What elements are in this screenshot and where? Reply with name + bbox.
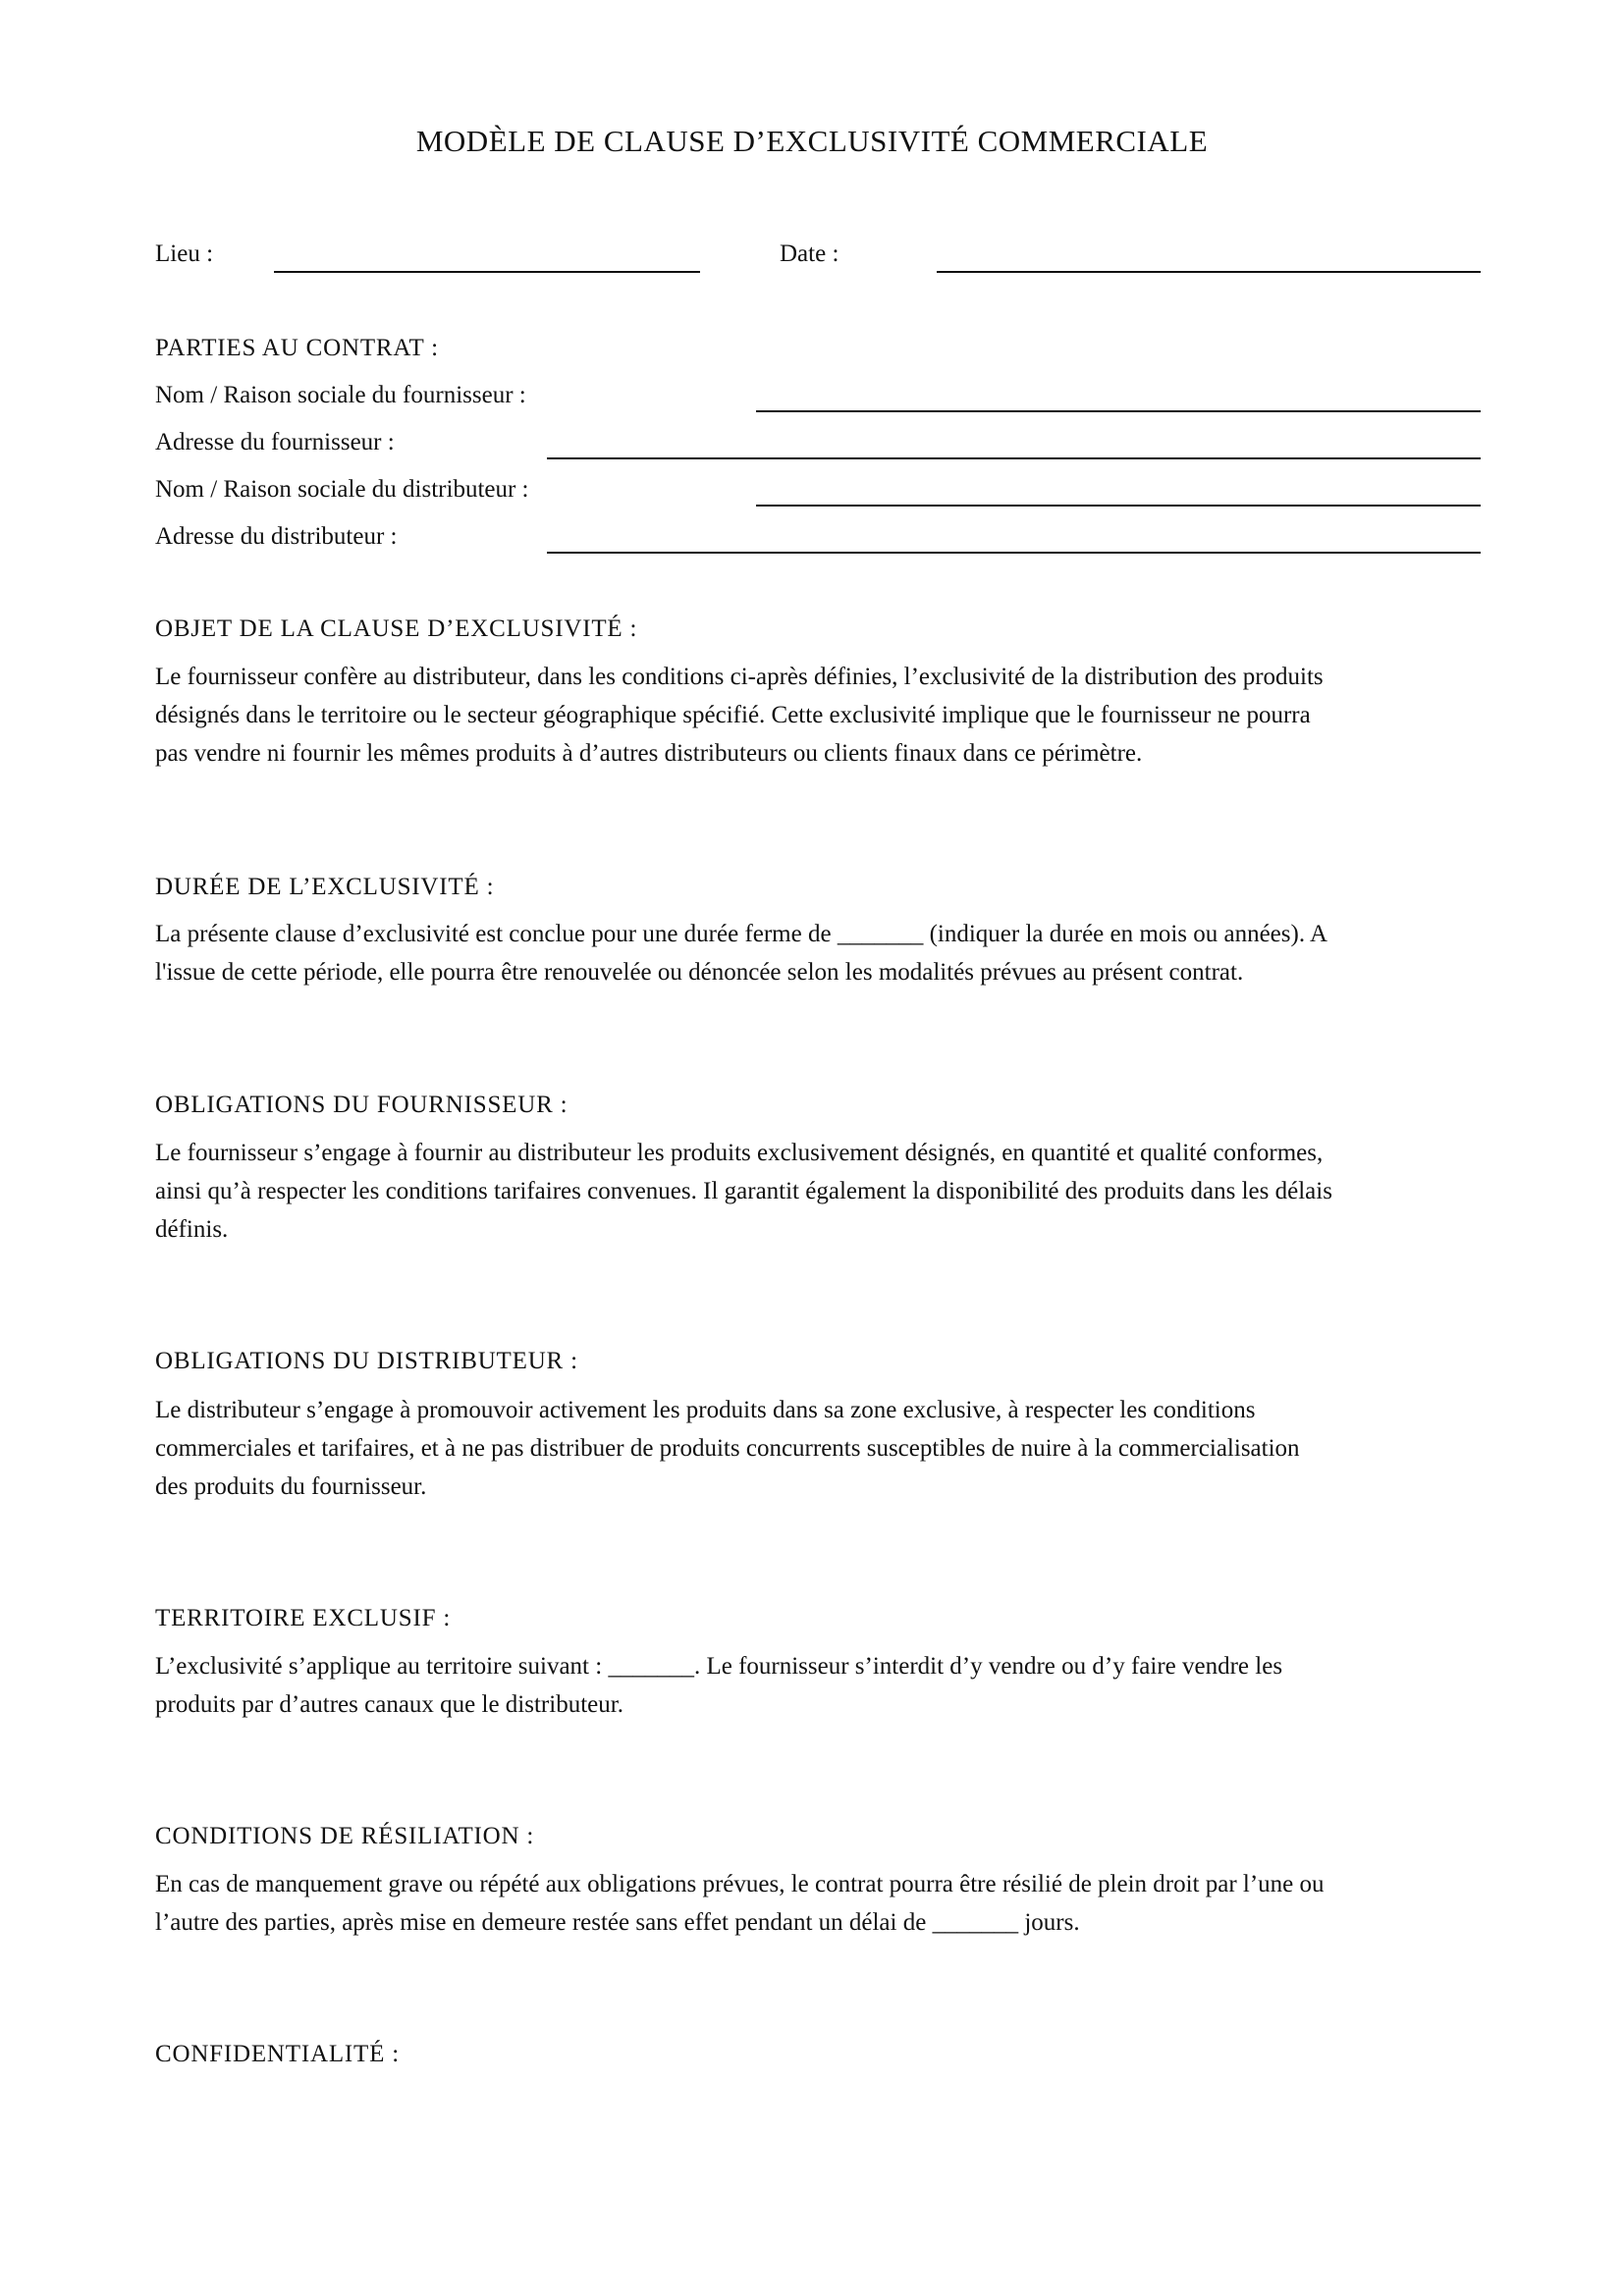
section-paragraph-resiliation xyxy=(155,1865,1486,1942)
paragraph-line: Le fournisseur confère au distributeur, dans les conditions ci-après définies, l’exclusivité de la distribution des produits xyxy=(155,664,1324,690)
section-heading-obligations-distributeur: OBLIGATIONS DU DISTRIBUTEUR : xyxy=(155,1348,578,1374)
paragraph-line: désignés dans le territoire ou le secteur géographique spécifié. Cette exclusivité implique que le fournisseur ne pourra xyxy=(155,702,1311,728)
supplier-name-label: Nom / Raison sociale du fournisseur : xyxy=(155,382,526,408)
paragraph-line: Le fournisseur s’engage à fournir au distributeur les produits exclusivement désignés, en quantité et qualité conformes, xyxy=(155,1140,1324,1166)
section-paragraph-duree xyxy=(155,915,1486,991)
paragraph-line: L’exclusivité s’applique au territoire suivant : _______. Le fournisseur s’interdit d’y vendre ou d’y faire vendre les xyxy=(155,1653,1283,1680)
paragraph-line: des produits du fournisseur. xyxy=(155,1473,427,1500)
section-heading-duree: DURÉE DE L’EXCLUSIVITÉ : xyxy=(155,874,495,900)
paragraph-line: l'issue de cette période, elle pourra être renouvelée ou dénoncée selon les modalités prévues au présent contrat. xyxy=(155,959,1244,986)
lieu-field-line[interactable] xyxy=(274,271,700,273)
section-paragraph-territoire xyxy=(155,1647,1486,1724)
lieu-label: Lieu : xyxy=(155,240,214,267)
paragraph-line: définis. xyxy=(155,1216,229,1243)
paragraph-line: La présente clause d’exclusivité est conclue pour une durée ferme de _______ (indiquer la durée en mois ou années). A xyxy=(155,921,1328,947)
document-title: MODÈLE DE CLAUSE D’EXCLUSIVITÉ COMMERCIALE xyxy=(415,124,1209,158)
paragraph-line: commerciales et tarifaires, et à ne pas distribuer de produits concurrents susceptibles de nuire à la commercialisation xyxy=(155,1435,1300,1462)
section-paragraph-obligations-distributeur xyxy=(155,1391,1486,1506)
supplier-address-field-line[interactable] xyxy=(547,457,1481,459)
paragraph-line: ainsi qu’à respecter les conditions tarifaires convenues. Il garantit également la disponibilité des produits dans les délais xyxy=(155,1178,1332,1204)
distributor-address-label: Adresse du distributeur : xyxy=(155,523,398,550)
paragraph-line: pas vendre ni fournir les mêmes produits à d’autres distributeurs ou clients finaux dans ce périmètre. xyxy=(155,740,1143,767)
section-heading-objet: OBJET DE LA CLAUSE D’EXCLUSIVITÉ : xyxy=(155,615,638,642)
distributor-name-label: Nom / Raison sociale du distributeur : xyxy=(155,476,529,503)
parties-heading: PARTIES AU CONTRAT : xyxy=(155,335,439,361)
section-heading-territoire: TERRITOIRE EXCLUSIF : xyxy=(155,1605,452,1631)
supplier-name-field-line[interactable] xyxy=(756,410,1481,412)
section-heading-confidentialite: CONFIDENTIALITÉ : xyxy=(155,2041,400,2067)
date-field-line[interactable] xyxy=(937,271,1481,273)
section-paragraph-objet xyxy=(155,658,1486,773)
supplier-address-label: Adresse du fournisseur : xyxy=(155,429,395,455)
section-heading-resiliation: CONDITIONS DE RÉSILIATION : xyxy=(155,1823,535,1849)
paragraph-line: En cas de manquement grave ou répété aux obligations prévues, le contrat pourra être résilié de plein droit par l’une ou xyxy=(155,1871,1325,1897)
section-heading-obligations-fournisseur: OBLIGATIONS DU FOURNISSEUR : xyxy=(155,1092,568,1118)
paragraph-line: Le distributeur s’engage à promouvoir activement les produits dans sa zone exclusive, à respecter les conditions xyxy=(155,1397,1256,1423)
section-paragraph-obligations-fournisseur xyxy=(155,1134,1486,1249)
paragraph-line: produits par d’autres canaux que le distributeur. xyxy=(155,1691,623,1718)
paragraph-line: l’autre des parties, après mise en demeure restée sans effet pendant un délai de _______ jours. xyxy=(155,1909,1080,1936)
distributor-address-field-line[interactable] xyxy=(547,552,1481,554)
date-label: Date : xyxy=(780,240,839,267)
distributor-name-field-line[interactable] xyxy=(756,505,1481,507)
